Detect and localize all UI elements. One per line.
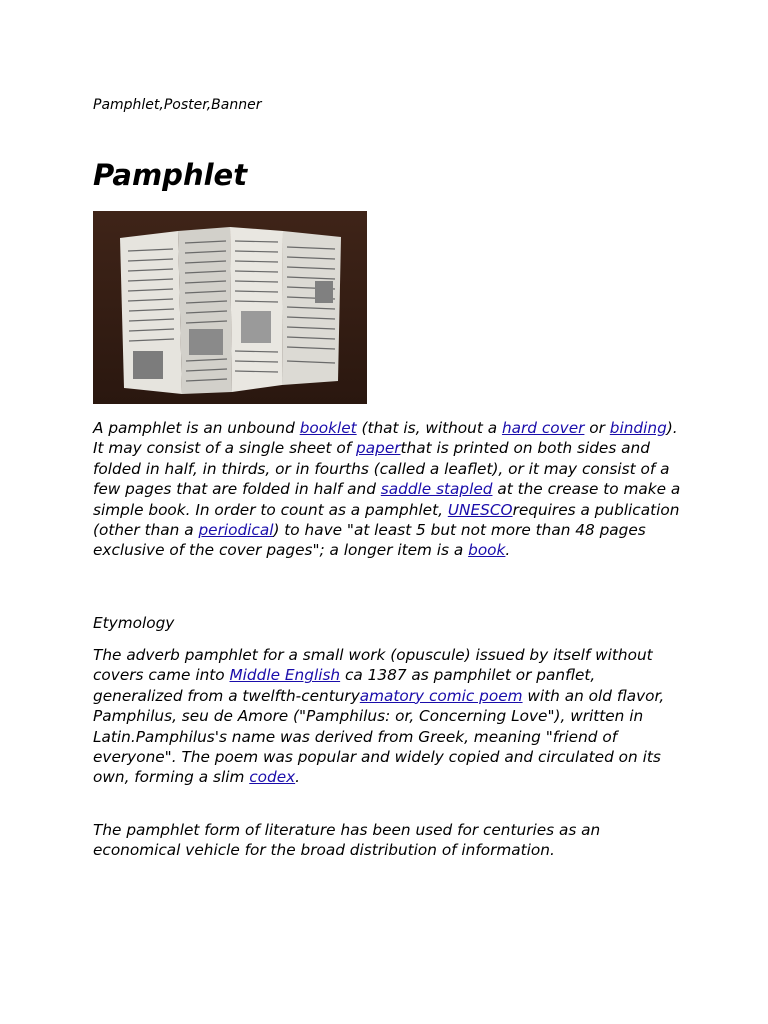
- paragraph-text: that is printed on both sides and folded in half, in thirds, or in fourths (called a leaflet), or it may consist of a few pages that are folded in half and: [93, 439, 670, 499]
- intro-paragraph: [93, 418, 683, 561]
- paragraph-text: The adverb pamphlet for a small work (opuscule) issued by itself without covers came into: [93, 646, 653, 685]
- paragraph-text: at the crease to make a simple book. In order to count as a pamphlet,: [93, 480, 681, 519]
- link-middle-english[interactable]: Middle English: [229, 666, 341, 685]
- page-title: Pamphlet: [93, 158, 248, 192]
- paragraph-text: ). It may consist of a single sheet of: [93, 419, 678, 458]
- paragraph-text: .: [295, 768, 301, 787]
- history-paragraph: The pamphlet form of literature has been used for centuries as an economical vehicle for the broad distribution of information.: [93, 821, 601, 860]
- link-booklet[interactable]: booklet: [299, 419, 357, 437]
- paragraph-text: requires a publication (other than a: [93, 500, 680, 540]
- link-saddle-stapled[interactable]: saddle stapled: [380, 480, 493, 499]
- paragraph-text: .: [505, 541, 511, 560]
- section-heading-etymology: Etymology: [93, 614, 175, 632]
- paragraph-text: A pamphlet is an unbound: [93, 419, 300, 437]
- link-codex[interactable]: codex: [249, 768, 296, 787]
- paragraph-text: ) to have "at least 5 but not more than 48 pages exclusive of the cover pages"; a longer item is a: [93, 521, 646, 560]
- link-amatory-comic-poem[interactable]: amatory comic poem: [359, 686, 523, 705]
- paragraph-text: with an old flavor, Pamphilus, seu de Amore ("Pamphilus: or, Concerning Love"), written in Latin.Pamphilus's name was derived from Greek, meaning "friend of everyone". The poem was popular and widely copied and circulated on its own, forming a slim: [93, 686, 665, 787]
- paragraph-text: ca 1387 as pamphilet or panflet, generalized from a twelfth-century: [93, 666, 596, 705]
- link-book[interactable]: book: [468, 541, 506, 560]
- paragraph-text: or: [584, 419, 610, 437]
- link-binding[interactable]: binding: [609, 419, 667, 437]
- document-header: Pamphlet,Poster,Banner: [93, 97, 262, 113]
- pamphlet-photo: [93, 211, 367, 404]
- etymology-paragraph: [93, 645, 683, 788]
- link-unesco[interactable]: UNESCO: [447, 500, 513, 519]
- link-hard-cover[interactable]: hard cover: [501, 419, 585, 437]
- link-paper[interactable]: paper: [356, 439, 401, 458]
- link-periodical[interactable]: periodical: [198, 521, 274, 540]
- paragraph-text: (that is, without a: [356, 419, 502, 437]
